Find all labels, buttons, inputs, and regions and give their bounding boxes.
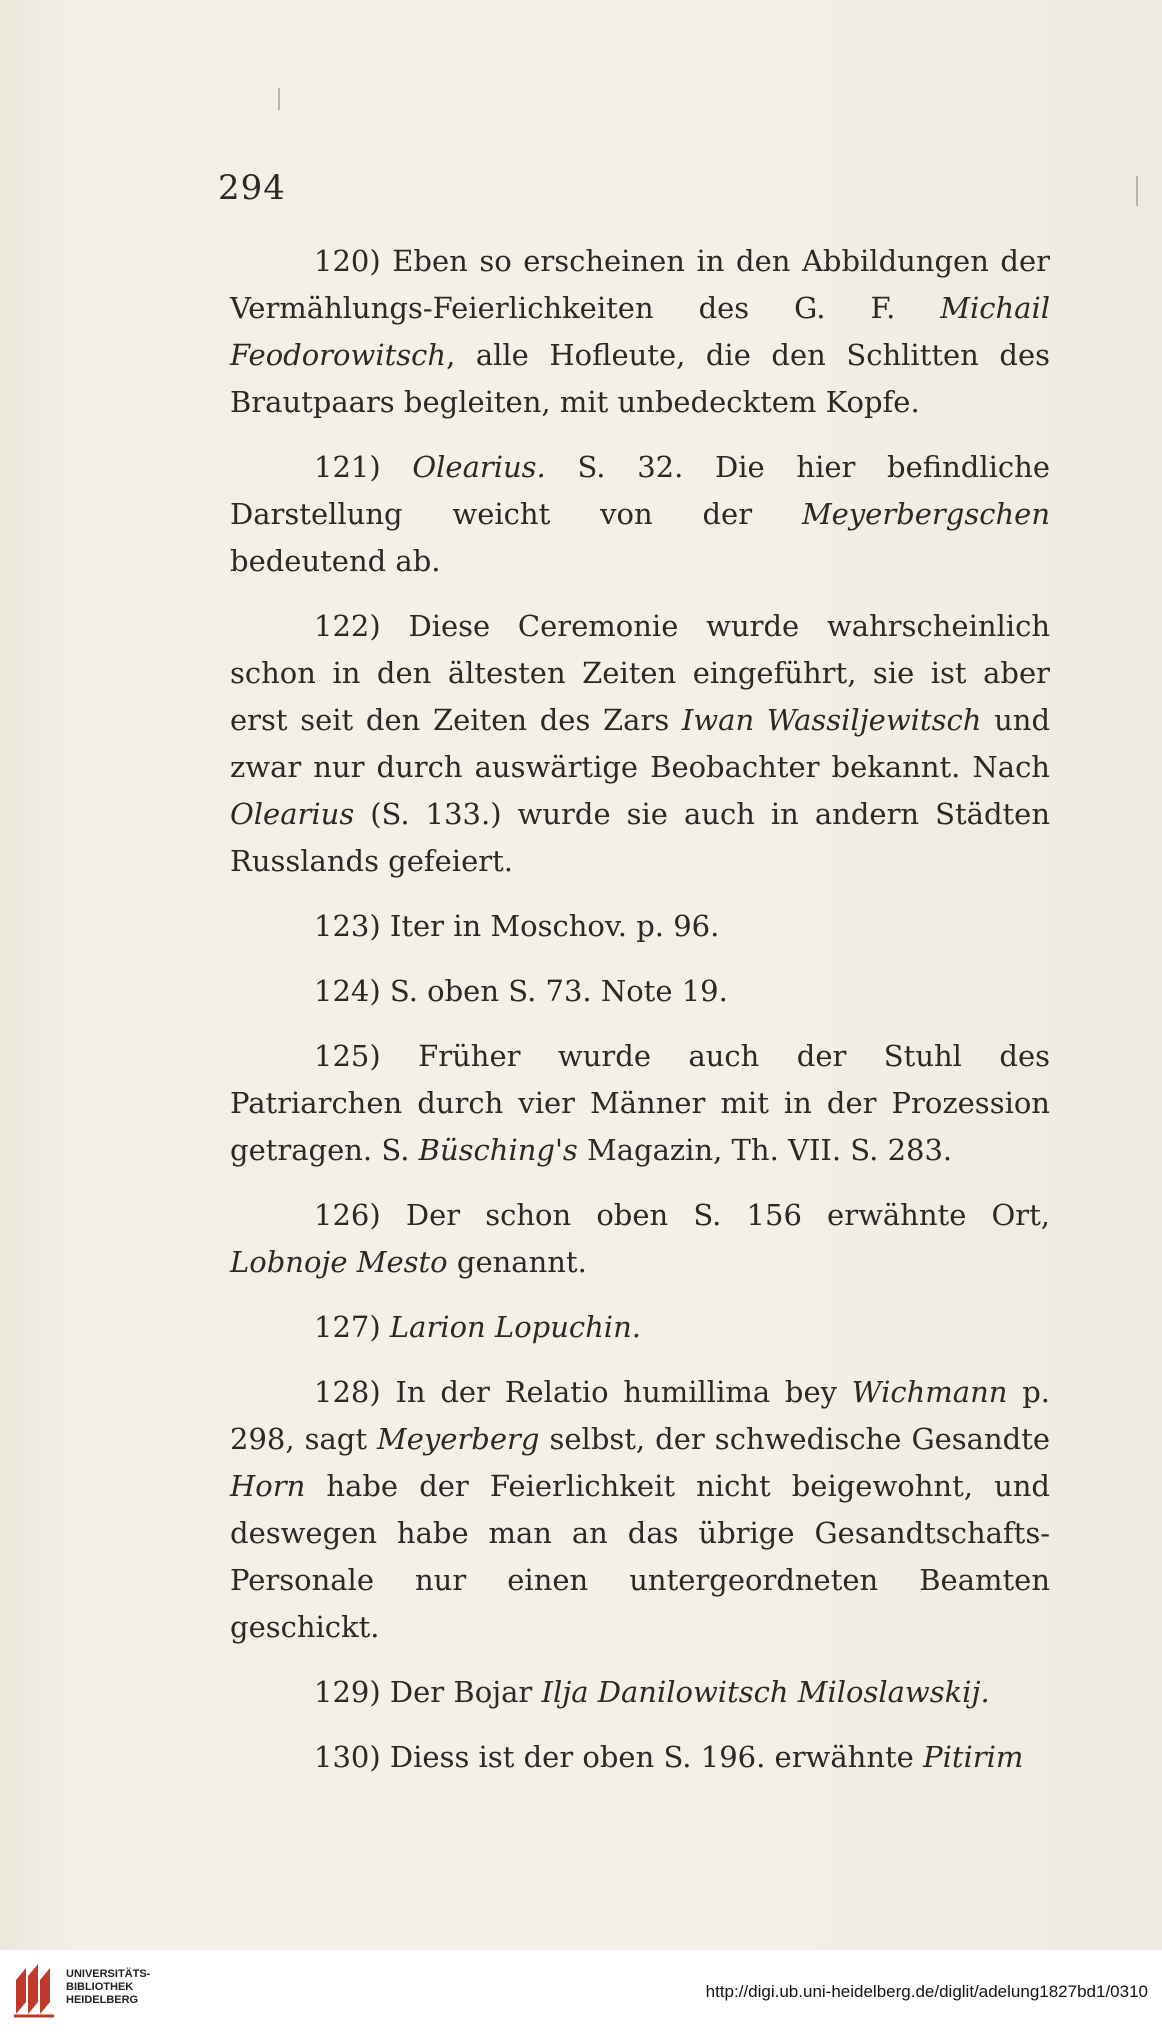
- footnote: 122) Diese Ceremonie wurde wahrscheinlich schon in den ältesten Zeiten eingeführt, sie ist aber erst seit den Zeiten des Zars Iwan Wassiljewitsch und zwar nur durch auswärtige Beobachter bekannt. Nach Olearius (S. 133.) wurde sie auch in andern Städten Russlands gefeiert.: [230, 609, 1051, 878]
- footnote-number: 127): [314, 1310, 381, 1344]
- footnote: 126) Der schon oben S. 156 erwähnte Ort, Lobnoje Mesto genannt.: [230, 1198, 1051, 1279]
- footnote-number: 129): [314, 1675, 381, 1709]
- footnote: 125) Früher wurde auch der Stuhl des Patriarchen durch vier Männer mit in der Prozession getragen. S. Büsching's Magazin, Th. VII. S. 283.: [230, 1039, 1051, 1167]
- footnote: 127) Larion Lopuchin.: [314, 1310, 641, 1344]
- footnote: 123) Iter in Moschov. p. 96.: [314, 909, 720, 943]
- footnote-number: 128): [314, 1375, 381, 1409]
- page-number: 294: [218, 168, 286, 208]
- footnote-number: 126): [314, 1198, 381, 1232]
- footnotes-block: [230, 238, 1050, 1781]
- footnote-number: 130): [314, 1740, 381, 1774]
- footnote-number: 122): [314, 609, 381, 643]
- footnote-number: 123): [314, 909, 381, 943]
- source-url-link[interactable]: http://digi.ub.uni-heidelberg.de/diglit/adelung1827bd1/0310: [705, 1982, 1148, 2001]
- footnote: 128) In der Relatio humillima bey Wichmann p. 298, sagt Meyerberg selbst, der schwedische Gesandte Horn habe der Feierlichkeit nicht beigewohnt, und deswegen habe man an das übrige Gesandtschafts-Personale nur einen untergeordneten Beamten geschickt.: [230, 1375, 1050, 1644]
- footnote: 121) Olearius. S. 32. Die hier befindliche Darstellung weicht von der Meyerbergschen bedeutend ab.: [230, 450, 1050, 578]
- footnote: 129) Der Bojar Ilja Danilowitsch Miloslawskij.: [314, 1675, 990, 1709]
- library-name: UNIVERSITÄTS- BIBLIOTHEK HEIDELBERG: [66, 1968, 151, 2006]
- scan-speck: [278, 88, 280, 110]
- footnote-number: 121): [314, 450, 381, 484]
- footnote: 120) Eben so erscheinen in den Abbildungen der Vermählungs-Feierlichkeiten des G. F. Michail Feodorowitsch, alle Hofleute, die den Schlitten des Brautpaars begleiten, mit unbedecktem Kopfe.: [230, 244, 1051, 419]
- footnote: 130) Diess ist der oben S. 196. erwähnte Pitirim: [314, 1740, 1024, 1774]
- footnote-number: 125): [314, 1039, 381, 1073]
- footnote: 124) S. oben S. 73. Note 19.: [314, 974, 728, 1008]
- footnote-number: 124): [314, 974, 381, 1008]
- scan-speck: [1136, 176, 1138, 206]
- footnote-number: 120): [314, 244, 381, 278]
- university-library-logo-icon: [12, 1962, 58, 2018]
